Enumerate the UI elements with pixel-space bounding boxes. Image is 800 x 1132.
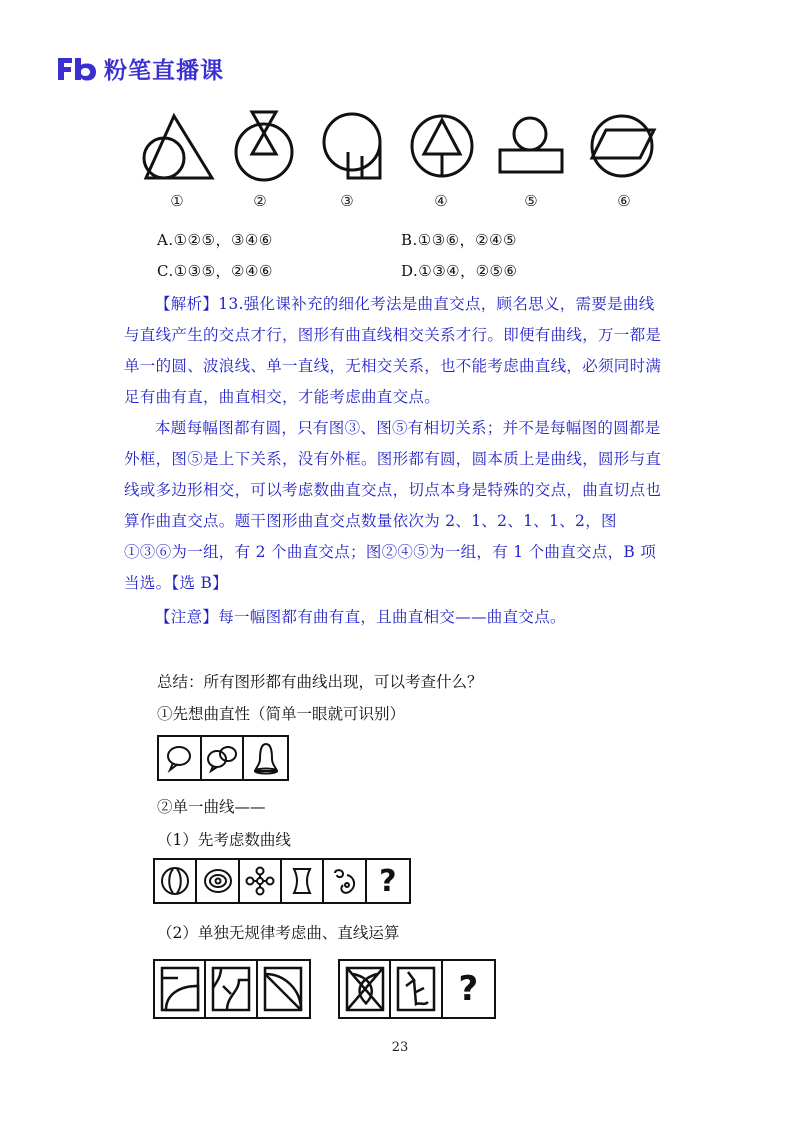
spiral-icon	[197, 860, 239, 902]
figure-label-2: ②	[253, 192, 267, 210]
figure-label-4: ④	[434, 192, 448, 210]
figure-5	[492, 108, 576, 188]
figure-1	[132, 108, 216, 188]
question-mark-1: ?	[379, 863, 397, 899]
summary-item-1: ①先想曲直性（简单一眼就可识别）	[157, 705, 406, 723]
fb-logo-icon	[56, 56, 98, 82]
figure-label-6: ⑥	[617, 192, 631, 210]
operation-figure-1	[155, 961, 206, 1017]
operation-figure-3	[258, 961, 309, 1017]
summary-sub-1: （1）先考虑数曲线	[157, 831, 291, 849]
figure-2	[222, 108, 306, 188]
page-number: 23	[391, 1040, 409, 1055]
operation-strip-left	[153, 959, 311, 1019]
option-a: A.①②⑤，③④⑥	[157, 231, 273, 249]
operation-strip-right	[338, 959, 496, 1019]
figure-6	[582, 108, 666, 188]
flower-icon	[240, 860, 282, 902]
question-mark-2: ?	[458, 969, 479, 1009]
summary-title: 总结：所有图形都有曲线出现，可以考查什么？	[157, 673, 483, 691]
analysis-paragraph-1: 【解析】13.强化课补充的细化考法是曲直交点，顾名思义，需要是曲线与直线产生的交点才行，图形有曲直线相交关系才行。即便有曲线，万一都是单一的圆、波浪线、单一直线，无相交关系，也不能考虑曲直线，必须同时满足有曲有直，曲直相交，才能考虑曲直交点。	[124, 295, 662, 406]
operation-figure-4	[340, 961, 391, 1017]
brand-logo	[56, 52, 224, 85]
summary-item-2: ②单一曲线——	[157, 798, 266, 816]
split-circle-icon	[155, 860, 197, 902]
curve-straight-example-strip	[157, 735, 289, 781]
question-mark-cell-1	[367, 860, 409, 902]
summary-sub-2: （2）单独无规律考虑曲、直线运算	[157, 924, 400, 942]
figure-label-1: ①	[170, 192, 184, 210]
speech-bubble-icon	[159, 737, 202, 779]
count-curves-strip	[153, 858, 411, 904]
concave-shape-icon	[282, 860, 324, 902]
option-c: C.①③⑤，②④⑥	[157, 262, 273, 280]
bell-icon	[244, 737, 287, 779]
option-b: B.①③⑥，②④⑤	[401, 231, 517, 249]
figure-label-3: ③	[340, 192, 354, 210]
double-bubble-icon	[202, 737, 245, 779]
analysis-note: 【注意】每一幅图都有曲有直，且曲直相交——曲直交点。	[155, 608, 566, 626]
operation-figure-5	[391, 961, 442, 1017]
analysis-paragraph-2: 本题每幅图都有圆，只有图③、图⑤有相切关系；并不是每幅图的圆都是外框，图⑤是上下关系，没有外框。图形都有圆，圆本质上是曲线，圆形与直线或多边形相交，可以考虑数曲直交点，切点本身是特殊的交点，曲直切点也算作曲直交点。题干图形曲直交点数量依次为 2、1、2、1、1、2，图①③⑥为一组，有 2 个曲直交点；图②④⑤为一组，有 1 个曲直交点，B 项当选。【选 B】	[124, 419, 662, 592]
option-d: D.①③④，②⑤⑥	[401, 262, 518, 280]
figure-label-5: ⑤	[524, 192, 538, 210]
question-mark-cell-2	[443, 961, 494, 1017]
figure-3	[312, 108, 396, 188]
question-figures	[132, 108, 672, 218]
brand-name: 粉笔直播课	[104, 58, 224, 84]
figure-4	[402, 108, 486, 188]
swirl-icon	[324, 860, 366, 902]
operation-figure-2	[206, 961, 257, 1017]
